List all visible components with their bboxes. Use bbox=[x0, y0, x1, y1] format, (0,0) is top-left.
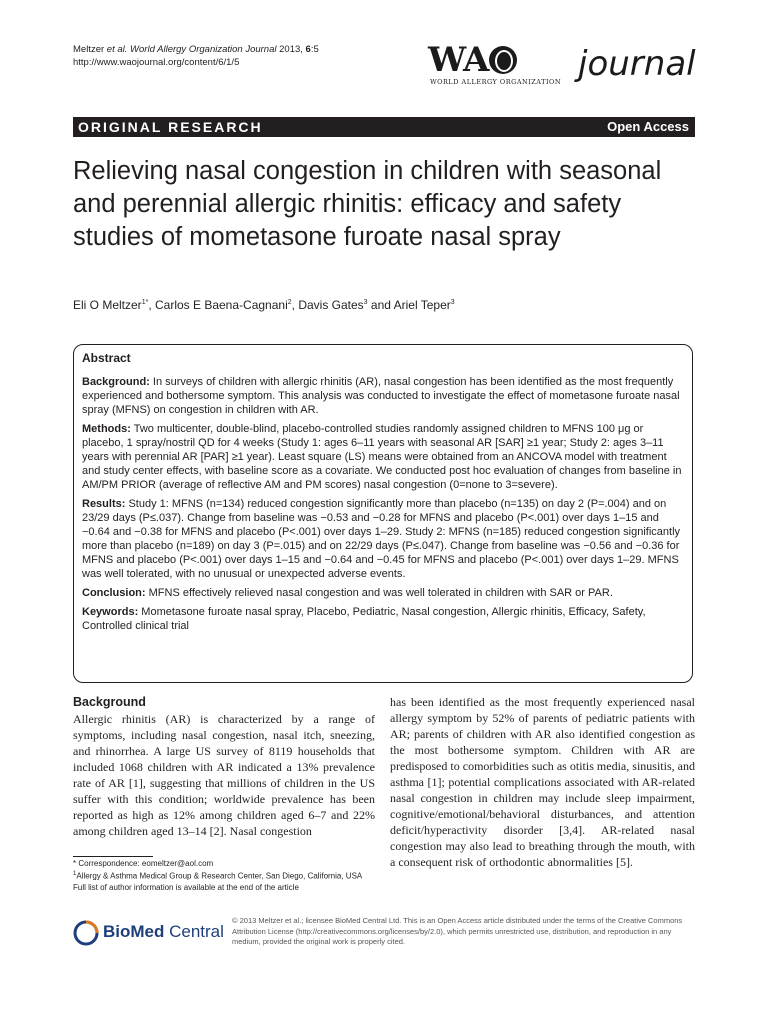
body-text-left: Allergic rhinitis (AR) is characterized by a range of symptoms, including nasal congestion, nasal itch, sneezing, and rhinorrhea. A large US survey of 8119 households that included 1068 children with AR indicated a 13% prevalence rate of AR [1], suggesting that millions of children in the US suffer with this condition; worldwide prevalence has been reported as high as 12% among children aged 6–7 and 22% among children aged 13–14 [2]. Nasal congestion bbox=[73, 712, 375, 838]
citation-etal: et al. bbox=[106, 44, 128, 55]
wao-journal-word: journal bbox=[578, 44, 696, 84]
abstract-conclusion-label: Conclusion: bbox=[82, 587, 146, 599]
author-separator: , bbox=[291, 298, 299, 312]
wao-journal-logo bbox=[428, 40, 698, 90]
footnotes bbox=[73, 858, 373, 893]
section-heading-background: Background bbox=[73, 695, 146, 709]
body-text-right: has been identified as the most frequently experienced nasal allergy symptom by 52% of parents of pediatric patients with AR; parents of children with AR also identified congestion as the most bothersome symptom. Children with AR are predisposed to comorbidities such as otitis media, sinusitis, and asthma [1]; potential complications associated with AR-related nasal congestion in children may include sleep impairment, cognitive/emotional/behavioral disturbances, and attention deficit/hyperactivity disorder [3,4]. AR-related nasal congestion may also lead to breathing through the mouth, with a consequent risk of orthodontic abnormalities [5]. bbox=[390, 695, 695, 869]
abstract-results-label: Results: bbox=[82, 498, 126, 510]
author-name: Davis Gates bbox=[298, 298, 364, 312]
abstract-methods bbox=[82, 422, 684, 492]
affiliation-sup: 1 bbox=[73, 871, 77, 877]
abstract-conclusion bbox=[82, 586, 684, 600]
biomed-central-icon bbox=[73, 920, 99, 946]
author-name: Ariel Teper bbox=[393, 298, 451, 312]
abstract-results-text: Study 1: MFNS (n=134) reduced congestion significantly more than placebo (n=135) on day 2 (P=.004) and on 23/29 days (P≤.037). Change from baseline was −0.53 and −0.28 for MFNS and placebo (P<.001) over days 1–15 and −0.64 and −0.38 for MFNS and placebo (P<.001) over days 1–29. Study 2: MFNS (n=185) reduced congestion significantly more than placebo (n=189) on day 3 (P=.015) and on 22/29 days (P≤.047). Change from baseline was −0.56 and −0.36 for MFNS and placebo (P<.001) over days 1–15 and −0.64 and −0.45 for MFNS and placebo (P<.001) over days 1–29. MFNS was well tolerated, with no unusual or unexpected adverse events. bbox=[82, 498, 681, 580]
central-word: Central bbox=[164, 922, 224, 941]
license-statement: © 2013 Meltzer et al.; licensee BioMed Central Ltd. This is an Open Access article distributed under the terms of the Creative Commons Attribution License (http://creativecommons.org/licenses/by/2.0), which permits unrestricted use, distribution, and reproduction in any medium, provided the original work is properly cited. bbox=[232, 916, 683, 946]
abstract-keywords-text: Mometasone furoate nasal spray, Placebo, Pediatric, Nasal congestion, Allergic rhinitis, Efficacy, Safety, Controlled clinical trial bbox=[82, 606, 646, 632]
abstract-background bbox=[82, 375, 684, 417]
author-affiliation: 3 bbox=[363, 299, 368, 306]
citation-volume: 6 bbox=[305, 44, 311, 55]
open-access-label: Open Access bbox=[607, 119, 689, 134]
author-name: Carlos E Baena-Cagnani bbox=[154, 298, 288, 312]
wao-letters: WA bbox=[428, 40, 489, 80]
wao-logo-mark bbox=[428, 40, 518, 80]
wao-org-name: WORLD ALLERGY ORGANIZATION bbox=[430, 78, 562, 86]
citation-url[interactable]: http://www.waojournal.org/content/6/1/5 bbox=[73, 57, 240, 68]
citation-author: Meltzer bbox=[73, 44, 105, 55]
abstract-heading: Abstract bbox=[82, 351, 131, 365]
affiliation-note bbox=[73, 869, 373, 882]
author-separator: and bbox=[367, 298, 394, 312]
abstract-background-label: Background: bbox=[82, 376, 150, 388]
citation-journal: World Allergy Organization Journal bbox=[130, 44, 277, 55]
citation-year: 2013, bbox=[279, 44, 303, 55]
body-column-right bbox=[390, 694, 695, 870]
body-column-left bbox=[73, 694, 375, 839]
globe-icon bbox=[489, 46, 517, 74]
abstract-results bbox=[82, 497, 684, 581]
author-list bbox=[73, 298, 455, 312]
article-title: Relieving nasal congestion in children with seasonal and perennial allergic rhinitis: efficacy and safety studies of mometasone furoate nasal spray bbox=[73, 157, 662, 251]
correspondence-note: * Correspondence: eomeltzer@aol.com bbox=[73, 859, 214, 868]
biomed-central-wordmark bbox=[103, 922, 224, 942]
biomed-central-logo bbox=[73, 920, 223, 948]
author-affiliation: 2 bbox=[287, 299, 292, 306]
author-separator: , bbox=[148, 298, 155, 312]
citation-header bbox=[73, 43, 319, 69]
article-type-banner bbox=[73, 117, 695, 137]
citation-line bbox=[73, 43, 319, 56]
author-affiliation: 3 bbox=[450, 299, 455, 306]
abstract-methods-text: Two multicenter, double-blind, placebo-controlled studies randomly assigned children to MFNS 100 μg or placebo, 1 spray/nostril QD for 4 weeks (Study 1: ages 6–11 years with seasonal AR [SAR] ≥1 year; Study 2: ages 3–11 years with perennial AR [PAR] ≥1 year). Least square (LS) means were obtained from an ANCOVA model with treatment and study center effects, with baseline score as a covariate. We conducted post hoc evaluation of changes from baseline in AM/PM PRIOR (average of reflective AM and PM scores) nasal congestion (0=none to 3=severe). bbox=[82, 423, 682, 491]
author-name: Eli O Meltzer bbox=[73, 298, 142, 312]
footnote-divider bbox=[73, 856, 153, 857]
author-affiliation: 1* bbox=[141, 299, 149, 306]
abstract-keywords-label: Keywords: bbox=[82, 606, 139, 618]
author-info-note: Full list of author information is available at the end of the article bbox=[73, 882, 299, 892]
affiliation-text: Allergy & Asthma Medical Group & Research Center, San Diego, California, USA bbox=[76, 871, 363, 881]
abstract-box bbox=[73, 344, 693, 683]
citation-article: :5 bbox=[310, 44, 319, 55]
article-type: ORIGINAL RESEARCH bbox=[78, 119, 263, 135]
abstract-conclusion-text: MFNS effectively relieved nasal congestion and was well tolerated in children with SAR or PAR. bbox=[145, 587, 613, 599]
biomed-word: BioMed bbox=[103, 922, 165, 941]
abstract-methods-label: Methods: bbox=[82, 423, 131, 435]
abstract-background-text: In surveys of children with allergic rhinitis (AR), nasal congestion has been identified as the most frequently experienced and bothersome symptom. This analysis was conducted to investigate the effect of mometasone furoate nasal spray (MFNS) on congestion in children with AR. bbox=[82, 376, 680, 416]
abstract-keywords bbox=[82, 605, 684, 633]
